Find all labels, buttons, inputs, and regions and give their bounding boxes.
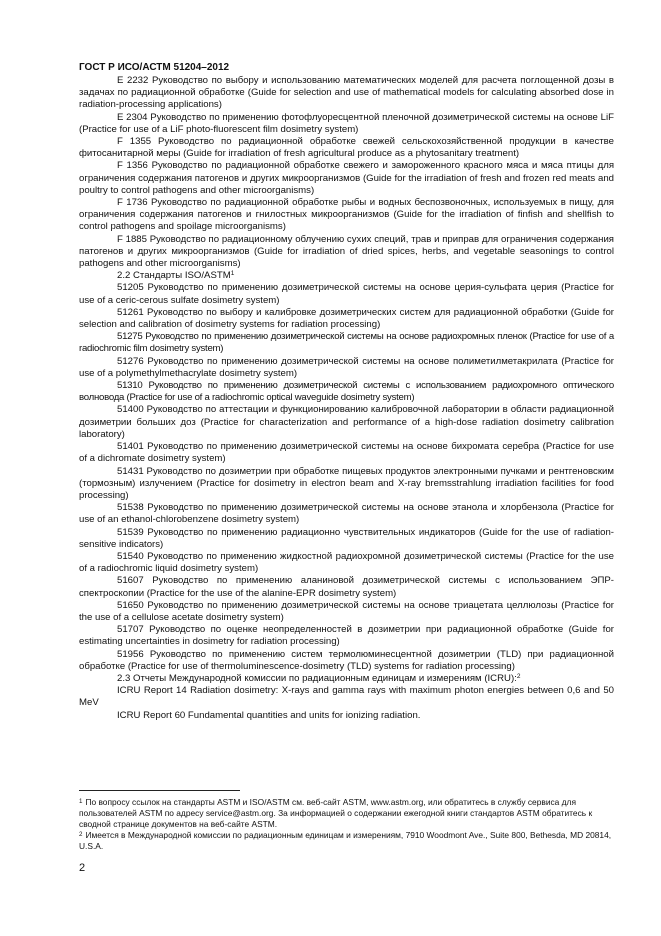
reference-paragraph: [79, 197, 614, 234]
reference-paragraph: [79, 282, 614, 306]
standard-description: Руководство по применению дозиметрической системы на основе этанола и хлорбензола (Practice for use of an ethanol-chlorobenzene dosimetry system): [79, 502, 614, 526]
standard-description: Руководство по выбору и калибровке дозиметрических систем для радиационной обработки (Guide for selection and calibration of dosimetry systems for radiation processing): [79, 306, 615, 331]
reference-paragraph: [79, 331, 614, 355]
standard-description: Руководство по радиационной обработке свежей сельскохозяйственной продукции в качестве фитосанитарной меры (Guide for irradiation of fresh agricultural produce as a phytosanitary treatment): [79, 136, 615, 160]
icru-report: ICRU Report 14 Radiation dosimetry: X-rays and gamma rays with maximum photon energies between 0,6 and 50 MeV: [79, 685, 614, 709]
footnote-mark: 1: [79, 798, 83, 805]
standard-code: 51401: [117, 441, 144, 453]
reference-paragraph: [79, 466, 614, 503]
standard-description: Руководство по выбору и использованию математических моделей для расчета поглощенной дозы в задачах по радиационной обработке (Guide for selection and use of mathematical models for calculating absorbed dose in radiation-processing applications): [79, 75, 614, 111]
standard-description: Руководство по применению дозиметрической системы на основе полиметилметакрилата (Practice for use of a polymethylmethacrylate dosimetry system): [79, 355, 614, 379]
standard-code: 51956: [117, 648, 144, 660]
standard-description: Руководство по радиационному облучению сухих специй, трав и приправ для ограничения содержания патогенов и других микроорганизмов (Guide for irradiation of dried spices, herbs, and vegetable seasonings to control pathogens and other microorganisms): [79, 233, 615, 270]
standard-description: Руководство по применению дозиметрической системы на основе бихромата серебра (Practice for use of a dichromate dosimetry system): [79, 441, 614, 465]
standard-code: F 1885: [117, 233, 147, 245]
footnote-mark: 2: [79, 831, 83, 838]
reference-paragraph: [79, 404, 614, 441]
standard-description: Руководство по применению дозиметрической системы с использованием радиохромного оптического волновода (Practice for use of a radiochromic optical waveguide dosimetry system): [79, 380, 614, 404]
standard-code: 51431: [117, 465, 144, 477]
reference-paragraph: [79, 75, 614, 112]
reference-paragraph: [79, 380, 614, 404]
reference-paragraph: [79, 527, 614, 551]
footnote-divider: [79, 790, 240, 791]
standard-description: Руководство по аттестации и функционированию калибровочной лаборатории в области радиационной дозиметрии больших доз (Practice for characterization and performance of a high-dose radiation dosimetry calibration laboratory): [79, 404, 614, 440]
footnote: [79, 830, 614, 852]
reference-paragraph: [79, 502, 614, 526]
reference-paragraph: [79, 575, 614, 599]
standard-code: F 1355: [117, 136, 152, 148]
standard-code: 51276: [117, 355, 144, 367]
reference-paragraph: [79, 136, 614, 160]
reference-paragraph: [79, 307, 614, 331]
section-heading-2-2: [79, 270, 614, 282]
section-title: 2.2 Стандарты ISO/ASTM: [117, 270, 231, 282]
standard-code: 51261: [117, 306, 144, 318]
standard-description: Руководство по применению жидкостной радиохромной дозиметрической системы (Practice for the use of a radiochromic liquid dosimetry system): [79, 550, 615, 575]
standard-code: 51310: [117, 380, 143, 392]
standard-description: Руководство по радиационной обработке свежего и замороженного красного мяса и мяса птицы для ограничения содержания патогенов и других микроорганизмов (Guide for the irradiation of fresh and frozen red meats and poultry to control pathogens and other microorganisms): [79, 160, 615, 196]
document-header: ГОСТ Р ИСО/АСТМ 51204–2012: [79, 62, 230, 73]
reference-paragraph: [79, 234, 614, 271]
footnotes: [79, 790, 614, 852]
standard-code: 51205: [117, 282, 144, 294]
reference-paragraph: [79, 441, 614, 465]
standard-code: E 2304: [117, 111, 148, 123]
standard-code: F 1736: [117, 197, 148, 209]
standard-description: Руководство по применению радиационно чувствительных индикаторов (Guide for the use of radiation-sensitive indicators): [79, 526, 614, 550]
standard-description: Руководство по оценке неопределенностей в дозиметрии при радиационной обработке (Guide for estimating uncertainties in dosimetry for radiation processing): [79, 624, 614, 648]
footnote-ref: 2: [516, 672, 521, 680]
standard-description: Руководство по радиационной обработке рыбы и водных беспозвоночных, используемых в пищу, для ограничения содержания патогенов и гнилостных микроорганизмов (Guide for the irradiation of finfish and shellfish to control pathogens and spoilage microorganisms): [79, 197, 614, 233]
footnote-text: По вопросу ссылок на стандарты ASTM и ISO/ASTM см. веб-сайт ASTM, www.astm.org, или обратитесь в службу сервиса для пользователей ASTM по адресу service@astm.org. За информацией о содержании ежегодной книги стандартов ASTM обратитесь к сводной странице документов на веб-сайте ASTM.: [79, 797, 593, 829]
standard-description: Руководство по применению дозиметрической системы на основе триацетата целлюлозы (Practice for the use of a cellulose acetate dosimetry system): [79, 599, 614, 623]
reference-paragraph: [79, 624, 614, 648]
footnote-ref: 1: [230, 270, 235, 278]
standard-code: 51650: [117, 599, 144, 611]
standard-description: Руководство по дозиметрии при обработке пищевых продуктов электронными пучками и рентгеновским (тормозным) излучением (Practice for dosimetry in electron beam and X-ray bremsstrahlung irradiation facilities for food processing): [79, 465, 614, 501]
standard-description: Руководство по применению систем термолюминесцентной дозиметрии (TLD) при радиационной обработке (Practice for use of thermoluminescence-dosimetry (TLD) systems for radiation processing): [79, 648, 614, 672]
standard-code: 51400: [117, 404, 144, 416]
icru-report: ICRU Report 60 Fundamental quantities and units for ionizing radiation.: [117, 709, 421, 721]
standard-code: 51538: [117, 502, 144, 514]
standard-code: E 2232: [117, 75, 149, 86]
standard-code: 51539: [117, 526, 144, 538]
standard-code: 51607: [117, 575, 144, 587]
reference-paragraph: [79, 160, 614, 197]
reference-paragraph: [79, 356, 614, 380]
standard-description: Руководство по применению дозиметрической системы на основе церия-сульфата церия (Practice for use of a ceric-cerous sulfate dosimetry system): [79, 282, 614, 306]
section-heading-2-3: [79, 673, 614, 685]
standard-code: 51540: [117, 550, 144, 562]
reference-paragraph: [79, 600, 614, 624]
reference-paragraph: [79, 649, 614, 673]
section-title: 2.3 Отчеты Международной комиссии по радиационным единицам и измерениям (ICRU):: [117, 672, 517, 684]
page-number: 2: [79, 862, 86, 874]
document-body: [79, 62, 614, 722]
standard-description: Руководство по применению дозиметрической системы на основе радиохромных пленок (Practice for use of a radiochromic film dosimetry system): [79, 331, 614, 355]
standard-code: 51275: [117, 331, 143, 343]
footnote: [79, 797, 614, 830]
reference-paragraph: [79, 112, 614, 136]
standard-description: Руководство по применению аланиновой дозиметрической системы с использованием ЭПР-спектроскопии (Practice for the use of the alanine-EPR dosimetry system): [79, 575, 614, 599]
standard-description: Руководство по применению фотофлуоресцентной пленочной дозиметрической системы на основе LiF (Practice for use of a LiF photo-fluorescent film dosimetry system): [79, 111, 614, 135]
footnote-text: Имеется в Международной комиссии по радиационным единицам и измерениям, 7910 Woodmont Ave., Suite 800, Bethesda, MD 20814, U.S.A.: [79, 830, 612, 851]
reference-paragraph: [79, 551, 614, 575]
standard-code: F 1356: [117, 160, 148, 172]
standard-code: 51707: [117, 624, 144, 636]
